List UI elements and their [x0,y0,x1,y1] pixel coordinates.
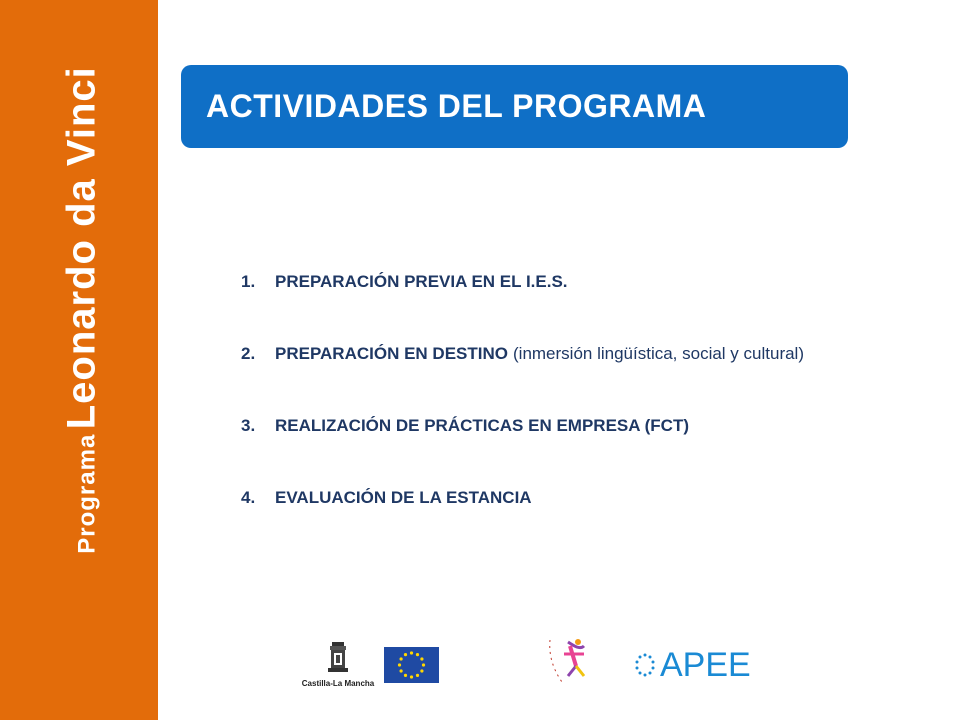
eu-stars-icon [384,647,439,683]
clm-emblem-icon [298,640,378,676]
item-title: PREPARACIÓN PREVIA EN EL I.E.S. [275,272,568,291]
item-title: EVALUACIÓN DE LA ESTANCIA [275,488,532,507]
castilla-la-mancha-logo [298,640,378,688]
list-item [241,344,804,416]
educal-clm-logo [540,632,600,690]
title-bar [181,65,848,148]
list-item [241,272,804,344]
apee-logo [628,645,768,685]
eu-flag-logo [384,647,439,683]
program-vertical-title [60,66,105,554]
activities-list [241,272,804,560]
educal-figure-icon [540,632,600,690]
item-title: PREPARACIÓN EN DESTINO [275,344,508,363]
program-prefix: Programa [73,433,101,554]
item-detail: (inmersión lingüística, social y cultural) [513,344,804,363]
item-number: 1. [241,272,256,291]
program-name: Leonardo da Vinci [59,66,104,430]
list-item [241,416,804,488]
apee-label: APEE [660,646,751,684]
item-title: REALIZACIÓN DE PRÁCTICAS EN EMPRESA (FCT) [275,416,689,435]
item-number: 4. [241,488,256,507]
clm-label: Castilla-La Mancha [301,679,375,688]
page-title: ACTIVIDADES DEL PROGRAMA [206,88,707,124]
list-item [241,488,804,560]
apee-stars-icon [628,645,658,685]
sidebar-band [0,0,158,720]
item-number: 2. [241,344,256,363]
item-number: 3. [241,416,256,435]
